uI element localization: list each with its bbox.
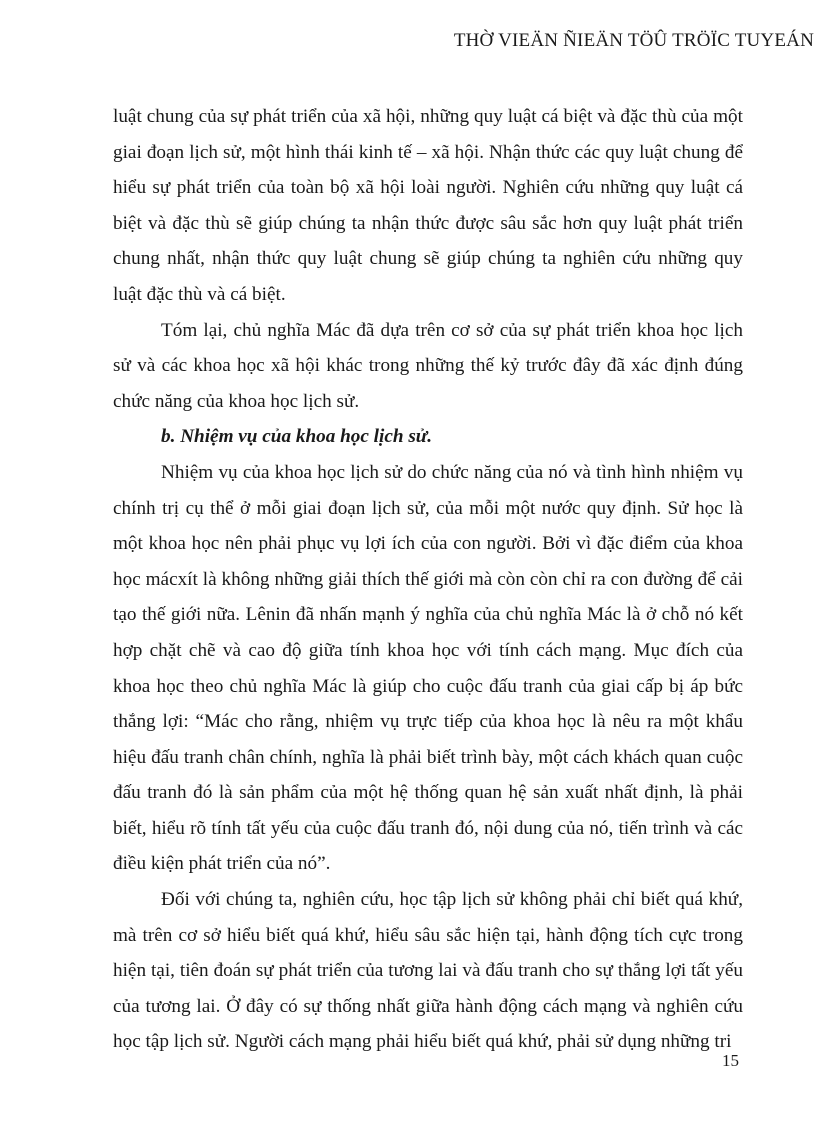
section-heading: b. Nhiệm vụ của khoa học lịch sử. xyxy=(161,426,433,448)
paragraph-summary: Tóm lại, chủ nghĩa Mác đã dựa trên cơ sở của sự phát triển khoa học lịch sử và các khoa học xã hội khác trong những thế kỷ trước đây đã xác định đúng chức năng của khoa học lịch sử. xyxy=(113,319,743,412)
paragraph-continuation: luật chung của sự phát triển của xã hội, những quy luật cá biệt và đặc thù của một giai đoạn lịch sử, một hình thái kinh tế – xã hội. Nhận thức các quy luật chung để hiểu sự phát triển của toàn bộ xã hội loài người. Nghiên cứu những quy luật cá biệt và đặc thù sẽ giúp chúng ta nhận thức được sâu sắc hơn quy luật phát triển chung nhất, nhận thức quy luật chung sẽ giúp chúng ta nghiên cứu những quy luật đặc thù và cá biệt. xyxy=(113,106,743,305)
paragraph-tasks: Nhiệm vụ của khoa học lịch sử do chức năng của nó và tình hình nhiệm vụ chính trị cụ thể ở mỗi giai đoạn lịch sử, của mỗi một nước quy định. Sử học là một khoa học nên phải phục vụ lợi ích của con người. Bởi vì đặc điểm của khoa học mácxít là không những giải thích thế giới mà còn còn chỉ ra con đường để cải tạo thế giới nữa. Lênin đã nhấn mạnh ý nghĩa của chủ nghĩa Mác là ở chỗ nó kết hợp chặt chẽ và cao độ giữa tính khoa học với tính cách mạng. Mục đích của khoa học theo chủ nghĩa Mác là giúp cho cuộc đấu tranh của giai cấp bị áp bức thắng lợi: “Mác cho rằng, nhiệm vụ trực tiếp của khoa học là nêu ra một khẩu hiệu đấu tranh chân chính, nghĩa là phải biết trình bày, một cách khách quan cuộc đấu tranh đó là sản phẩm của một hệ thống quan hệ sản xuất nhất định, là phải biết, hiểu rõ tính tất yếu của cuộc đấu tranh đó, nội dung của nó, tiến trình và các điều kiện phát triển của nó”. xyxy=(113,461,743,875)
document-body xyxy=(113,99,743,1060)
page-header: THỜ VIEÄN ÑIEÄN TÖÛ TRÖÏC TUYEÁN xyxy=(453,30,814,51)
paragraph-study: Đối với chúng ta, nghiên cứu, học tập lịch sử không phải chỉ biết quá khứ, mà trên cơ sở hiểu biết quá khứ, hiểu sâu sắc hiện tại, hành động tích cực trong hiện tại, tiên đoán sự phát triển của tương lai và đấu tranh cho sự thắng lợi tất yếu của tương lai. Ở đây có sự thống nhất giữa hành động cách mạng và nghiên cứu học tập lịch sử. Người cách mạng phải hiểu biết quá khứ, phải sử dụng những tri xyxy=(113,889,743,1053)
page-number: 15 xyxy=(722,1051,739,1070)
